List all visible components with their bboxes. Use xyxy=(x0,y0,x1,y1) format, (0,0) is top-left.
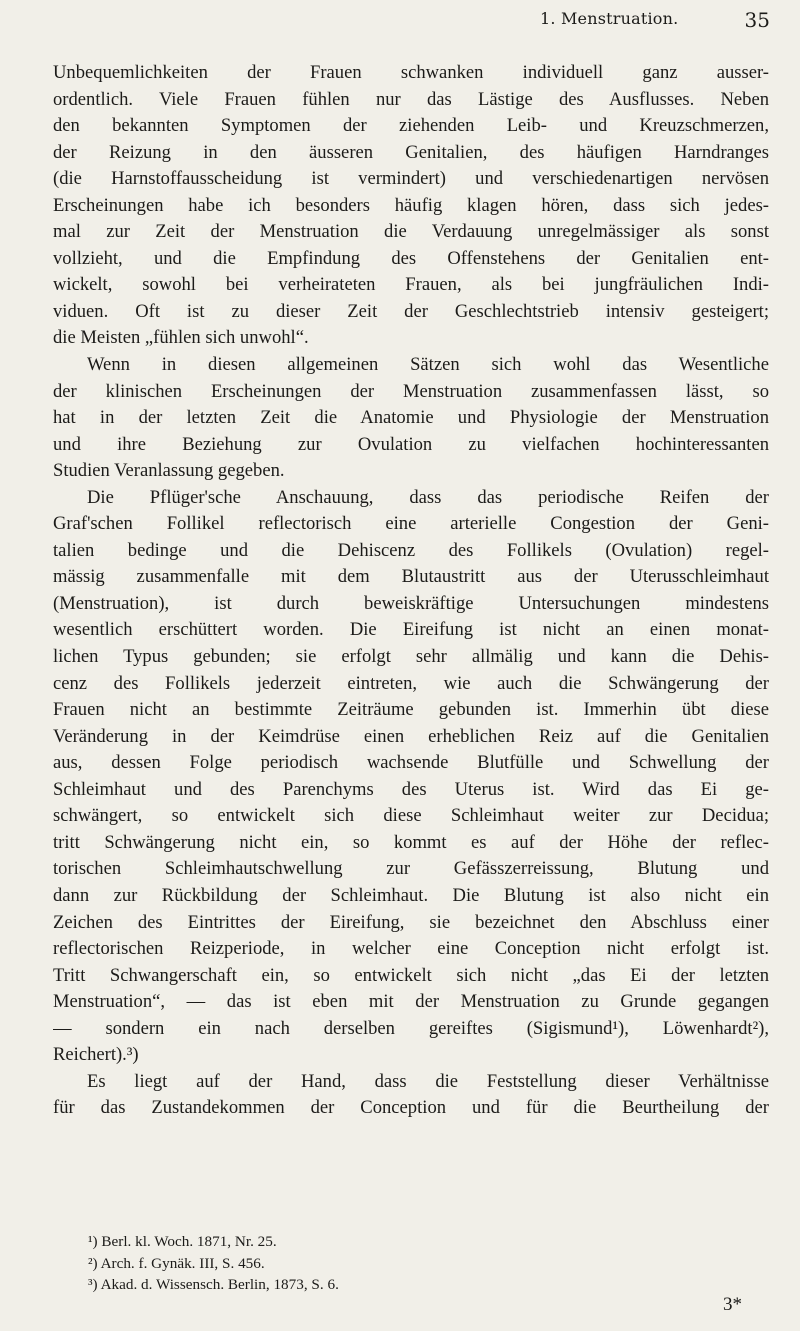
footnote-2: ²) Arch. f. Gynäk. III, S. 456. xyxy=(88,1254,265,1272)
body-text xyxy=(53,60,769,1122)
text-line: Frauen nicht an bestimmte Zeiträume gebunden ist. Immerhin übt diese xyxy=(53,699,769,721)
text-line: hat in der letzten Zeit die Anatomie und Physiologie der Menstruation xyxy=(53,407,769,429)
text-line: der klinischen Erscheinungen der Menstruation zusammenfassen lässt, so xyxy=(53,380,769,402)
text-line: (die Harnstoffausscheidung ist vermindert) und verschiedenartigen nervösen xyxy=(53,168,769,190)
text-line: Schleimhaut und des Parenchyms des Uterus ist. Wird das Ei ge- xyxy=(53,778,769,800)
text-line: Wenn in diesen allgemeinen Sätzen sich wohl das Wesentliche xyxy=(87,354,769,376)
running-head xyxy=(540,6,770,34)
text-line: Erscheinungen habe ich besonders häufig klagen hören, dass sich jedes- xyxy=(53,194,769,216)
text-line: Unbequemlichkeiten der Frauen schwanken individuell ganz ausser- xyxy=(53,62,769,83)
text-line: Es liegt auf der Hand, dass die Feststellung dieser Verhältnisse xyxy=(87,1070,769,1092)
text-line: Zeichen des Eintrittes der Eireifung, sie bezeichnet den Abschluss einer xyxy=(53,911,769,933)
text-line: dann zur Rückbildung der Schleimhaut. Die Blutung ist also nicht ein xyxy=(53,884,769,906)
text-line: den bekannten Symptomen der ziehenden Leib- und Kreuzschmerzen, xyxy=(53,115,769,137)
footnotes xyxy=(88,1231,588,1296)
text-line: Die Pflüger'sche Anschauung, dass das periodische Reifen der xyxy=(87,486,769,508)
text-line: schwängert, so entwickelt sich diese Schleimhaut weiter zur Decidua; xyxy=(53,805,769,827)
text-line: mal zur Zeit der Menstruation die Verdauung unregelmässiger als sonst xyxy=(53,221,769,243)
page-number: 35 xyxy=(744,8,770,32)
text-line: Graf'schen Follikel reflectorisch eine arterielle Congestion der Geni- xyxy=(53,513,769,535)
text-line: (Menstruation), ist durch beweiskräftige Untersuchungen mindestens xyxy=(53,592,769,614)
footnote-1: ¹) Berl. kl. Woch. 1871, Nr. 25. xyxy=(88,1233,277,1250)
text-line: wickelt, sowohl bei verheirateten Frauen, als bei jungfräulichen Indi- xyxy=(53,274,769,296)
text-line: — sondern ein nach derselben gereiftes (Sigismund¹), Löwenhardt²), xyxy=(53,1017,769,1039)
text-line: cenz des Follikels jederzeit eintreten, wie auch die Schwängerung der xyxy=(53,672,769,694)
footnote-3: ³) Akad. d. Wissensch. Berlin, 1873, S. 6. xyxy=(88,1276,339,1293)
text-line: wesentlich erschüttert worden. Die Eireifung ist nicht an einen monat- xyxy=(53,619,769,641)
text-line: torischen Schleimhautschwellung zur Gefässzerreissung, Blutung und xyxy=(53,858,769,880)
text-line: die Meisten „fühlen sich unwohl“. xyxy=(53,327,309,349)
text-line: Menstruation“, — das ist eben mit der Menstruation zu Grunde gegangen xyxy=(53,991,769,1013)
text-line: reflectorischen Reizperiode, in welcher eine Conception nicht erfolgt ist. xyxy=(53,938,769,960)
text-line: vollzieht, und die Empfindung des Offenstehens der Genitalien ent- xyxy=(53,247,769,269)
text-line: talien bedinge und die Dehiscenz des Follikels (Ovulation) regel- xyxy=(53,539,769,561)
text-line: für das Zustandekommen der Conception und für die Beurtheilung der xyxy=(53,1097,769,1119)
signature-mark: 3* xyxy=(723,1294,742,1315)
text-line: ordentlich. Viele Frauen fühlen nur das Lästige des Ausflusses. Neben xyxy=(53,88,769,110)
text-line: Studien Veranlassung gegeben. xyxy=(53,460,285,482)
text-line: tritt Schwängerung nicht ein, so kommt es auf der Höhe der reflec- xyxy=(53,831,769,853)
text-line: und ihre Beziehung zur Ovulation zu vielfachen hochinteressanten xyxy=(53,433,769,455)
text-line: der Reizung in den äusseren Genitalien, des häufigen Harndranges xyxy=(53,141,769,163)
text-line: mässig zusammenfalle mit dem Blutaustritt aus der Uterusschleimhaut xyxy=(53,566,769,588)
running-title: 1. Menstruation. xyxy=(540,9,679,28)
text-line: lichen Typus gebunden; sie erfolgt sehr allmälig und kann die Dehis- xyxy=(53,646,769,668)
text-line: Reichert).³) xyxy=(53,1044,139,1066)
text-line: Veränderung in der Keimdrüse einen erheblichen Reiz auf die Genitalien xyxy=(53,725,769,747)
text-line: viduen. Oft ist zu dieser Zeit der Geschlechtstrieb intensiv gesteigert; xyxy=(53,300,769,322)
text-line: Tritt Schwangerschaft ein, so entwickelt sich nicht „das Ei der letzten xyxy=(53,964,769,986)
text-line: aus, dessen Folge periodisch wachsende Blutfülle und Schwellung der xyxy=(53,752,769,774)
